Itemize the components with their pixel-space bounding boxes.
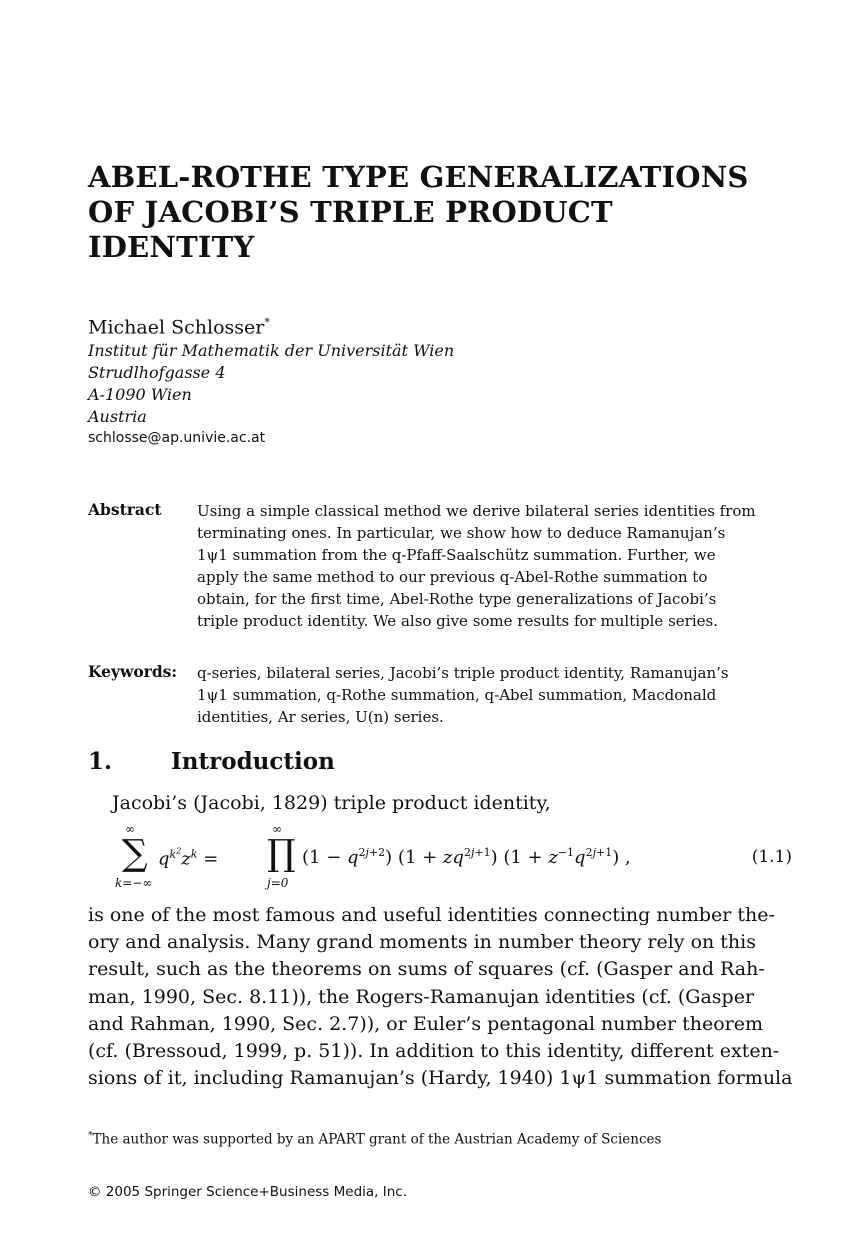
affiliation-street: Strudlhofgasse 4 <box>88 363 226 382</box>
introduction-body <box>88 902 793 1092</box>
abstract-line: Using a simple classical method we derive bilateral series identities from <box>197 502 756 520</box>
abstract-line: 1ψ1 summation from the q-Pfaff-Saalschütz summation. Further, we <box>197 546 716 564</box>
body-line: sions of it, including Ramanujan’s (Hardy, 1940) 1ψ1 summation formula <box>88 1067 793 1090</box>
equation-1-1 <box>115 820 792 900</box>
equation-number: (1.1) <box>751 847 792 867</box>
sum-lower-limit: k=−∞ <box>115 876 153 890</box>
section-number: 1. <box>88 748 113 775</box>
affiliation <box>88 340 454 428</box>
abstract-line: triple product identity. We also give some results for multiple series. <box>197 612 718 630</box>
equation-lhs: $q^{k^2}z^k$ = <box>158 846 219 870</box>
affiliation-country: Austria <box>88 407 147 426</box>
keywords-line: identities, Ar series, U(n) series. <box>197 708 444 726</box>
abstract-label: Abstract <box>88 500 162 519</box>
abstract-line: apply the same method to our previous q-Abel-Rothe summation to <box>197 568 708 586</box>
prod-lower-limit: j=0 <box>267 876 289 890</box>
affiliation-institute: Institut für Mathematik der Universität Wien <box>88 341 455 360</box>
product-symbol: ∏ <box>267 833 296 874</box>
paper-title <box>88 160 788 265</box>
sum-upper-limit: ∞ <box>125 822 135 836</box>
footnote <box>88 1131 661 1148</box>
body-line: and Rahman, 1990, Sec. 2.7)), or Euler’s pentagonal number theorem <box>88 1012 763 1035</box>
keywords-line: 1ψ1 summation, q-Rothe summation, q-Abel summation, Macdonald <box>197 686 717 704</box>
author-name-text: Michael Schlosser <box>88 316 265 339</box>
footnote-text: The author was supported by an APART grant of the Austrian Academy of Sciences <box>92 1131 662 1148</box>
abstract-line: obtain, for the first time, Abel-Rothe type generalizations of Jacobi’s <box>197 590 717 608</box>
keywords-text <box>197 662 770 728</box>
title-line-3: IDENTITY <box>88 230 255 264</box>
author-email: schlosse@ap.univie.ac.at <box>88 430 266 446</box>
prod-upper-limit: ∞ <box>272 822 282 836</box>
body-line: result, such as the theorems on sums of squares (cf. (Gasper and Rah- <box>88 958 765 981</box>
footnote-mark: * <box>88 1131 93 1141</box>
abstract-text <box>197 500 770 632</box>
keywords-line: q-series, bilateral series, Jacobi’s triple product identity, Ramanujan’s <box>197 664 729 682</box>
title-line-1: ABEL-ROTHE TYPE GENERALIZATIONS <box>88 160 749 194</box>
section-title: Introduction <box>171 748 335 775</box>
equation-rhs: $(1 - q^{2j+2})$ $(1 + zq^{2j+1})$ $(1 + z^{-1}q^{2j+1})$ , <box>302 846 631 868</box>
author-footnote-mark: * <box>264 316 270 329</box>
intro-first-line: Jacobi’s (Jacobi, 1829) triple product identity, <box>112 792 551 814</box>
body-line: man, 1990, Sec. 8.11)), the Rogers-Ramanujan identities (cf. (Gasper <box>88 985 755 1008</box>
body-line: ory and analysis. Many grand moments in number theory rely on this <box>88 931 756 954</box>
copyright-notice: © 2005 Springer Science+Business Media, Inc. <box>88 1184 407 1200</box>
body-line: (cf. (Bressoud, 1999, p. 51)). In addition to this identity, different exten- <box>88 1040 780 1063</box>
keywords-label: Keywords: <box>88 662 178 681</box>
abstract-line: terminating ones. In particular, we show how to deduce Ramanujan’s <box>197 524 726 542</box>
affiliation-city: A-1090 Wien <box>88 385 192 404</box>
author-name <box>88 311 270 339</box>
sum-symbol: ∑ <box>122 833 148 874</box>
title-line-2: OF JACOBI’S TRIPLE PRODUCT <box>88 195 613 229</box>
body-line: is one of the most famous and useful identities connecting number the- <box>88 904 775 926</box>
